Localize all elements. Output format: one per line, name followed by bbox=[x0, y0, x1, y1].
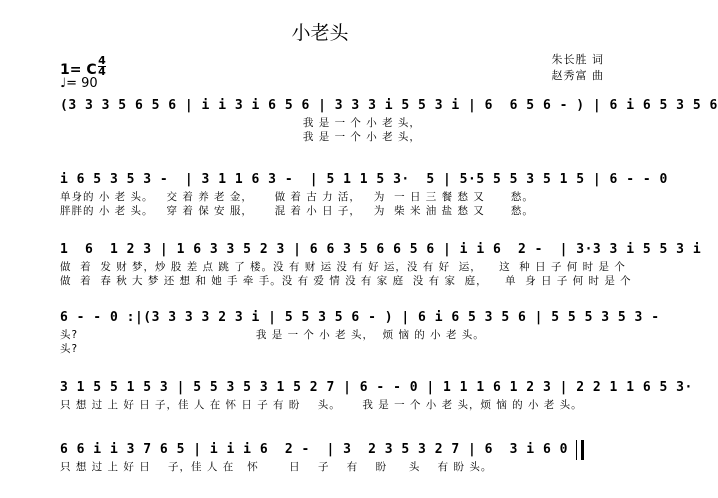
credits bbox=[552, 52, 605, 84]
page-title: 小老头 bbox=[291, 22, 349, 44]
score-row bbox=[60, 170, 668, 218]
lyric-line-2: 胖胖的 小 老 头。 穿 着 保 安 服， 混 着 小 日 子， 为 柴 米 油 盐 愁 又 愁。 bbox=[60, 205, 534, 217]
notation-line: 1 6 1 2 3 | 1 6 3 3 5 2 3 | 6 6 3 5 6 6 5 6 | i i 6 2 - | 3·3 3 i 5 5 3 i bbox=[60, 242, 702, 257]
notation-line: i 6 5 3 5 3 - | 3 1 1 6 3 - | 5 1 1 5 3· 5 | 5·5 5 5 3 5 1 5 | 6 - - 0 bbox=[60, 172, 668, 187]
composer-credit: 赵秀富 曲 bbox=[551, 69, 604, 82]
time-signature-bottom: 4 bbox=[98, 65, 106, 78]
lyric-line-2: 做 着 春 秋 大 梦 还 想 和 她 手 牵 手。没 有 爱 情 没 有 家 庭 没 有 家 庭， 单 身 日 子 何 时 是 个 bbox=[60, 275, 632, 287]
notation-line: 6 - - 0 :|(3 3 3 3 2 3 i | 5 5 3 5 6 - ) | 6 i 6 5 3 5 6 | 5 5 5 3 5 3 - bbox=[60, 310, 660, 325]
notation-line: 6 6 i i 3 7 6 5 | i i i 6 2 - | 3 2 3 5 3 2 7 | 6 3 i 6 0 bbox=[60, 442, 568, 457]
score-row bbox=[60, 308, 660, 356]
notation-line: 3 1 5 5 1 5 3 | 5 5 3 5 3 1 5 2 7 | 6 - - 0 | 1 1 1 6 1 2 3 | 2 2 1 1 6 5 3· bbox=[60, 380, 693, 395]
notation-line: (3 3 3 5 6 5 6 | i i 3 i 6 5 6 | 3 3 3 i 5 5 3 i | 6 6 5 6 - ) | 6 i 6 5 3 5 6 bbox=[60, 98, 718, 113]
lyric-line-1: 头? 我 是 一 个 小 老 头， 烦 恼 的 小 老 头。 bbox=[60, 329, 485, 341]
tempo-marking: ♩= 90 bbox=[60, 76, 98, 91]
lyric-line-1: 只 想 过 上 好 日 子，佳 人 在 怀 日 子 有 盼 头。 我 是 一 个 小 老 头，烦 恼 的 小 老 头。 bbox=[60, 399, 583, 411]
key-signature: 1= C bbox=[60, 62, 97, 78]
lyric-line-1: 做 着 发 财 梦，炒 股 差 点 跳 了 楼。没 有 财 运 没 有 好 运，没 有 好 运， 这 种 日 子 何 时 是 个 bbox=[60, 261, 626, 273]
score-row bbox=[60, 96, 718, 144]
final-barline bbox=[576, 440, 584, 460]
lyric-line-1: 我 是 一 个 小 老 头， bbox=[60, 117, 421, 129]
time-signature bbox=[98, 56, 106, 77]
lyric-line-2: 头? bbox=[60, 343, 79, 355]
lyric-line-2: 我 是 一 个 小 老 头， bbox=[60, 131, 421, 143]
lyricist-credit: 朱长胜 词 bbox=[551, 53, 604, 66]
score-row bbox=[60, 378, 693, 412]
lyric-line-1: 只 想 过 上 好 日 子，佳 人 在 怀 日 子 有 盼 头 有 盼 头。 bbox=[60, 461, 493, 473]
score-row bbox=[60, 440, 584, 474]
score-row bbox=[60, 240, 702, 288]
lyric-line-1: 单身的 小 老 头。 交 着 养 老 金， 做 着 古 力 活， 为 一 日 三 餐 愁 又 愁。 bbox=[60, 191, 534, 203]
time-signature-top: 4 bbox=[98, 54, 106, 67]
